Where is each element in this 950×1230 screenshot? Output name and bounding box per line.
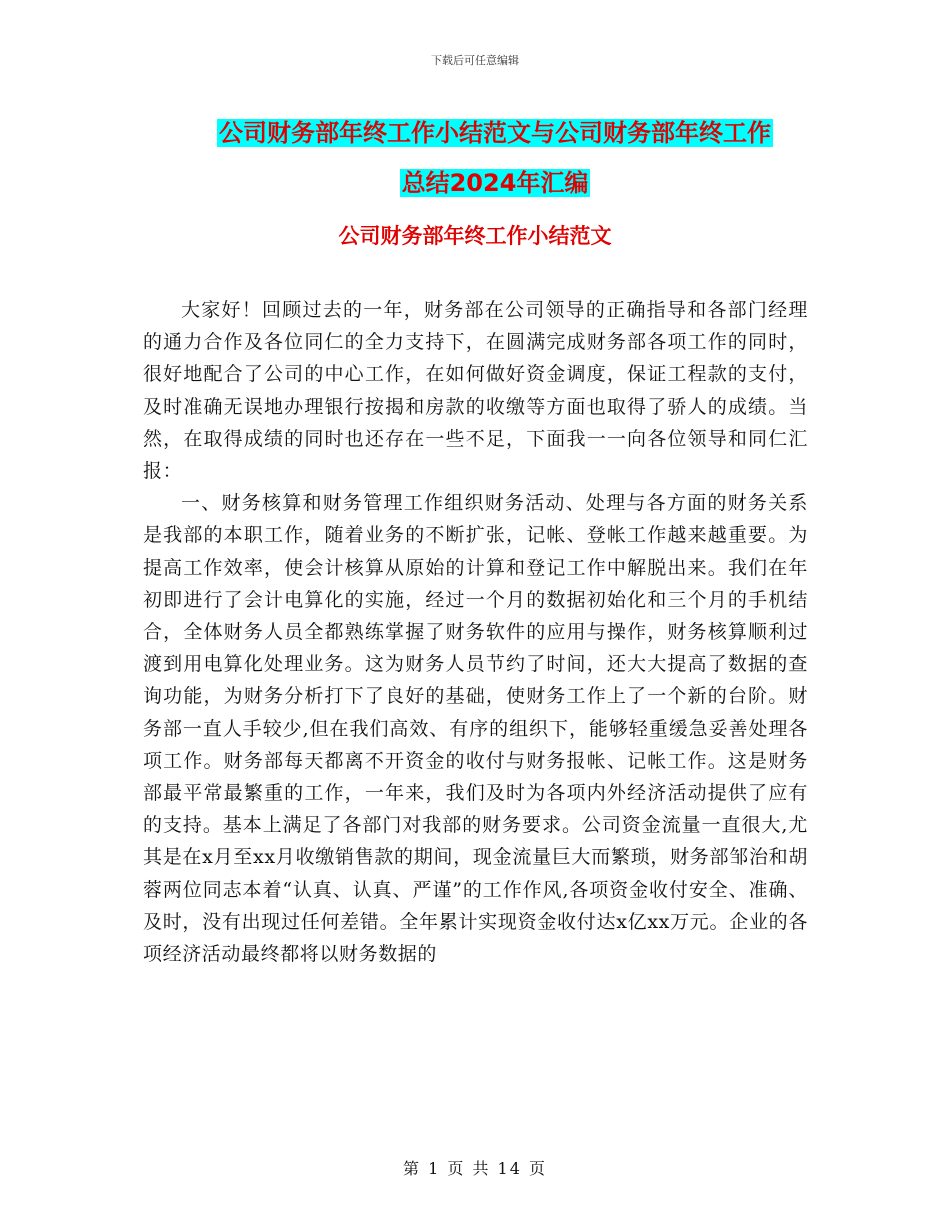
section-title: 公司财务部年终工作小结范文 [338, 224, 612, 248]
document-title-line-1: 公司财务部年终工作小结范文与公司财务部年终工作 [219, 119, 771, 147]
header-note: 下载后可任意编辑 [431, 54, 519, 67]
document-title-line-2: 总结2024年汇编 [401, 169, 589, 197]
paragraph-financial-accounting: 一、财务核算和财务管理工作组织财务活动、处理与各方面的财务关系是我部的本职工作，随着业务的不断扩张，记帐、登帐工作越来越重要。为提高工作效率，使会计核算从原始的计算和登记工作中解脱出来。我们在年初即进行了会计电算化的实施，经过一个月的数据初始化和三个月的手机结合，全体财务人员全都熟练掌握了财务软件的应用与操作，财务核算顺利过渡到用电算化处理业务。这为财务人员节约了时间，还大大提高了数据的查询功能，为财务分析打下了良好的基础，使财务工作上了一个新的台阶。财务部一直人手较少,但在我们高效、有序的组织下，能够轻重缓急妥善处理各项工作。财务部每天都离不开资金的收付与财务报帐、记帐工作。这是财务部最平常最繁重的工作，一年来，我们及时为各项内外经济活动提供了应有的支持。基本上满足了各部门对我部的财务要求。公司资金流量一直很大,尤其是在x月至xx月收缴销售款的期间，现金流量巨大而繁琐，财务部邹治和胡蓉两位同志本着“认真、认真、严谨”的工作作风,各项资金收付安全、准确、及时，没有出现过任何差错。全年累计实现资金收付达x亿xx万元。企业的各项经济活动最终都将以财务数据的 [143, 492, 808, 966]
page-number: 第 1 页 共 14 页 [403, 1159, 547, 1178]
document-title [150, 108, 840, 208]
body-text [143, 294, 808, 970]
paragraph-greeting: 大家好！回顾过去的一年，财务部在公司领导的正确指导和各部门经理的通力合作及各位同仁的全力支持下，在圆满完成财务部各项工作的同时，很好地配合了公司的中心工作，在如何做好资金调度，保证工程款的支付，及时准确无误地办理银行按揭和房款的收缴等方面也取得了骄人的成绩。当然，在取得成绩的同时也还存在一些不足，下面我一一向各位领导和同仁汇报： [143, 299, 808, 483]
